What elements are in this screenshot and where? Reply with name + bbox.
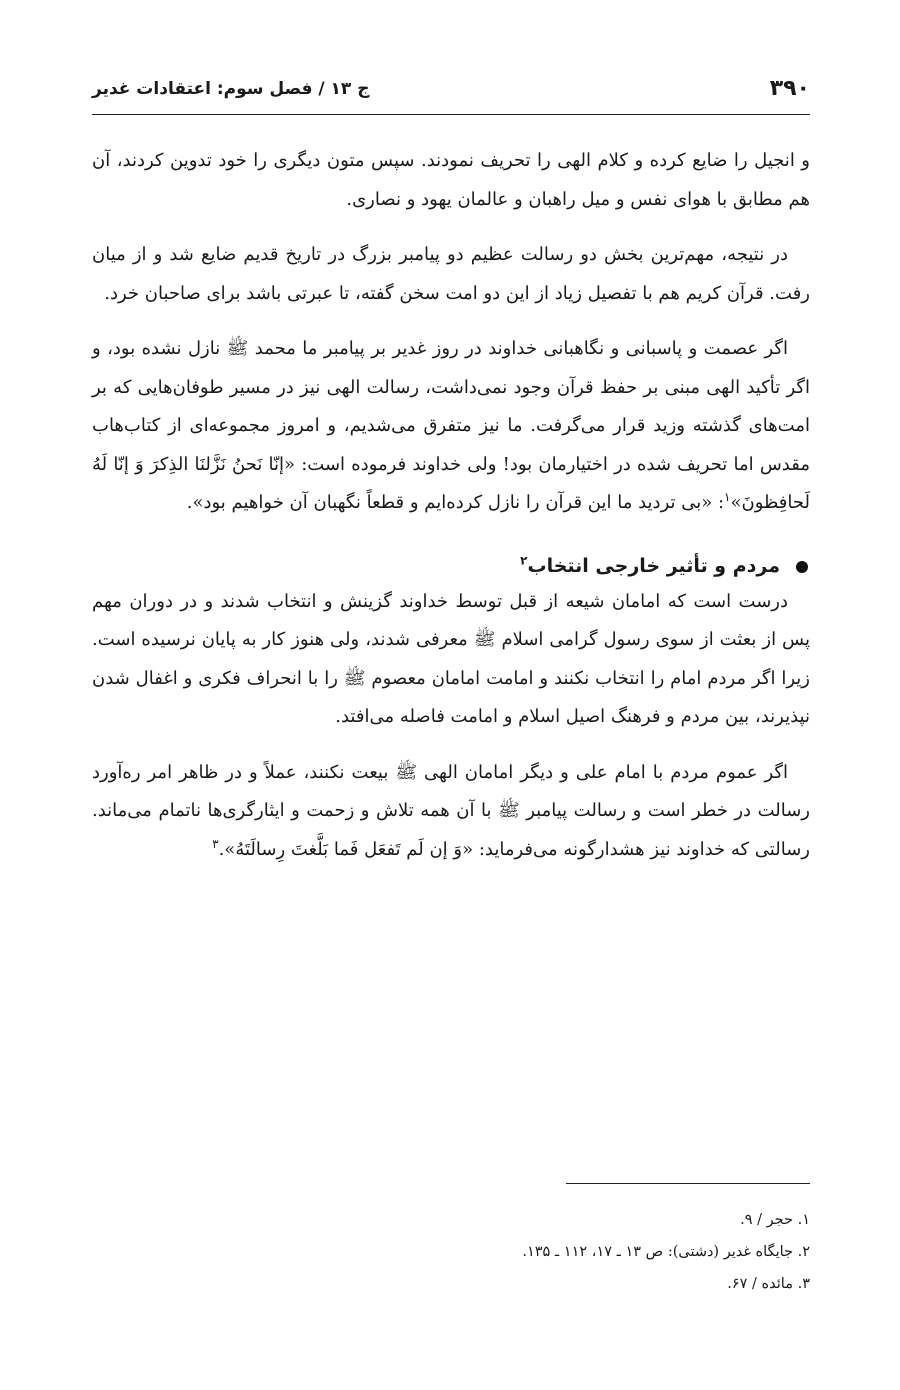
footnote-3: ۳. مائده / ۶۷. xyxy=(727,1276,810,1292)
page-number: ۳۹۰ xyxy=(769,76,810,101)
section-heading-text: مردم و تأثیر خارجی انتخاب xyxy=(527,554,780,577)
paragraph-5-text: اگر عموم مردم با امام علی و دیگر امامان الهی ﷺ بیعت نکنند، عملاً و در ظاهر امر ره‌آورد رسالت در خطر است و رسالت پیامبر ﷺ با آن همه تلاش و زحمت و ایثارگری‌ها ناتمام می‌ماند. رسالتی که خداوند نیز هشدارگونه می‌فرماید: «وَ إن لَم تَفعَل فَما بَلَّغتَ رِسالَتَهُ». xyxy=(92,761,810,860)
footnote-ref-3[interactable]: ۳ xyxy=(212,836,219,851)
paragraph-1: و انجیل را ضایع کرده و کلام الهی را تحریف نمودند. سپس متون دیگری را خود تدوین کردند، آن هم مطابق با هوای نفس و میل راهبان و عالمان یهود و نصاری. xyxy=(92,150,810,210)
paragraph-5 xyxy=(92,754,810,870)
footnote-ref-1[interactable]: ۱ xyxy=(724,490,731,504)
running-title: ج ۱۳ / فصل سوم: اعتقادات غدیر xyxy=(92,79,370,99)
footnotes xyxy=(92,1204,810,1300)
paragraph-3 xyxy=(92,330,810,523)
footnote-2: ۲. جایگاه غدیر (دشتی): ص ۱۳ ـ ۱۷، ۱۱۲ ـ ۱۳۵. xyxy=(522,1244,810,1260)
bullet-icon xyxy=(796,561,808,573)
footnote-ref-2[interactable]: ۲ xyxy=(520,553,528,568)
page-header xyxy=(92,70,810,115)
paragraph-3-tail: : «بی تردید ما این قرآن را نازل کرده‌ایم و قطعاً نگهبان آن خواهیم بود». xyxy=(186,492,725,513)
paragraph-4: درست است که امامان شیعه از قبل توسط خداوند گزینش و انتخاب شدند و در دوران مهم پس از بعثت از سوی رسول گرامی اسلام ﷺ معرفی شدند، ولی هنوز کار به پایان نرسیده است. زیرا اگر مردم امام را انتخاب نکنند و امامت امامان معصوم ﷺ را با انحراف فکری و اغفال شدن نپذیرند، بین مردم و فرهنگ اصیل اسلام و امامت فاصله می‌افتد. xyxy=(92,590,810,727)
paragraph-3-text: اگر عصمت و پاسبانی و نگاهبانی خداوند در روز غدیر بر پیامبر ما محمد ﷺ نازل نشده بود، و اگر تأکید الهی مبنی بر حفظ قرآن وجود نمی‌داشت، رسالت الهی نیز در مسیر طوفان‌هایی که بر امت‌های گذشته وزید قرار می‌گرفت. ما نیز متفرق می‌شدیم، و امروز مجموعه‌ای از کتاب‌هاب مقدس اما تحریف شده در اختیارمان بود! ولی خداوند فرموده است: «إنّا نَحنُ نَزَّلنَا الذِکرَ وَ إنّا لَهُ لَحافِظونَ» xyxy=(92,338,810,513)
main-text xyxy=(92,142,810,886)
footnote-divider xyxy=(566,1183,810,1184)
footnote-1: ۱. حجر / ۹. xyxy=(740,1212,810,1228)
paragraph-2: در نتیجه، مهم‌ترین بخش دو رسالت عظیم دو پیامبر بزرگ در تاریخ قدیم ضایع شد و از میان رفت. قرآن کریم هم با تفصیل زیاد از این دو امت سخن گفته، تا عبرتی باشد برای صاحبان خرد. xyxy=(92,244,810,304)
section-heading xyxy=(92,549,810,583)
